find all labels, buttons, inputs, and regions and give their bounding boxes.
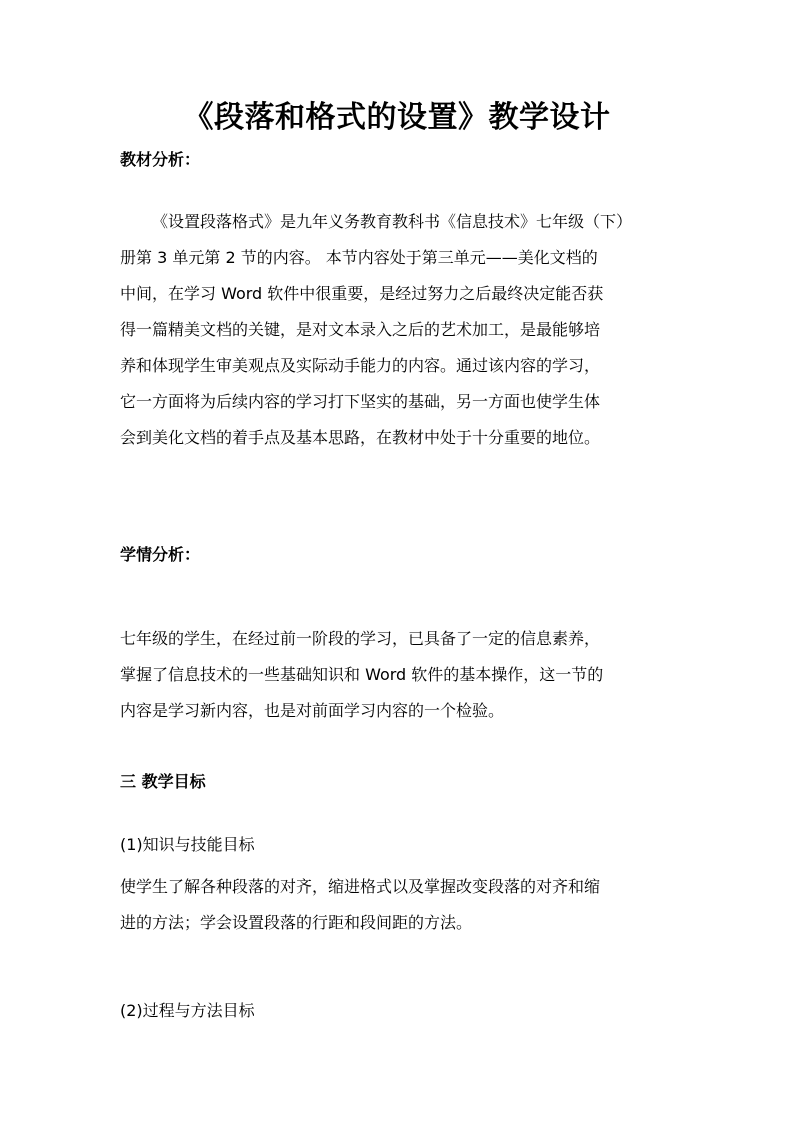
document-title: 《段落和格式的设置》教学设计	[183, 100, 611, 135]
paragraph-line: 中间，在学习 Word 软件中很重要，是经过努力之后最终决定能否获	[120, 284, 604, 303]
paragraph-line: 进的方法；学会设置段落的行距和段间距的方法。	[120, 913, 473, 932]
section-heading-textbook-analysis: 教材分析：	[120, 150, 201, 169]
paragraph-line: 会到美化文档的着手点及基本思路，在教材中处于十分重要的地位。	[120, 428, 601, 447]
student-analysis-paragraph	[120, 621, 690, 729]
paragraph-line: 养和体现学生审美观点及实际动手能力的内容。通过该内容的学习，	[120, 356, 601, 375]
paragraph-line: 七年级的学生，在经过前一阶段的学习，已具备了一定的信息素养，	[120, 629, 601, 648]
goal-knowledge-skill-paragraph	[120, 869, 690, 941]
paragraph-line: 得一篇精美文档的关键，是对文本录入之后的艺术加工，是最能够培	[120, 320, 601, 339]
paragraph-line: 它一方面将为后续内容的学习打下坚实的基础，另一方面也使学生体	[120, 392, 601, 411]
paragraph-line: 内容是学习新内容，也是对前面学习内容的一个检验。	[120, 701, 505, 720]
paragraph-line: 《设置段落格式》是九年义务教育教科书《信息技术》七年级（下）	[152, 212, 633, 231]
section-heading-student-analysis: 学情分析：	[120, 545, 201, 564]
section-heading-teaching-goals: 三 教学目标	[120, 772, 206, 791]
goal-knowledge-skill-label: (1)知识与技能目标	[120, 835, 255, 854]
paragraph-line: 册第 3 单元第 2 节的内容。 本节内容处于第三单元——美化文档的	[120, 248, 598, 267]
paragraph-line: 使学生了解各种段落的对齐，缩进格式以及掌握改变段落的对齐和缩	[120, 877, 601, 896]
goal-process-method-label: (2)过程与方法目标	[120, 1001, 255, 1020]
textbook-analysis-paragraph	[120, 204, 690, 456]
paragraph-line: 掌握了信息技术的一些基础知识和 Word 软件的基本操作，这一节的	[120, 665, 604, 684]
